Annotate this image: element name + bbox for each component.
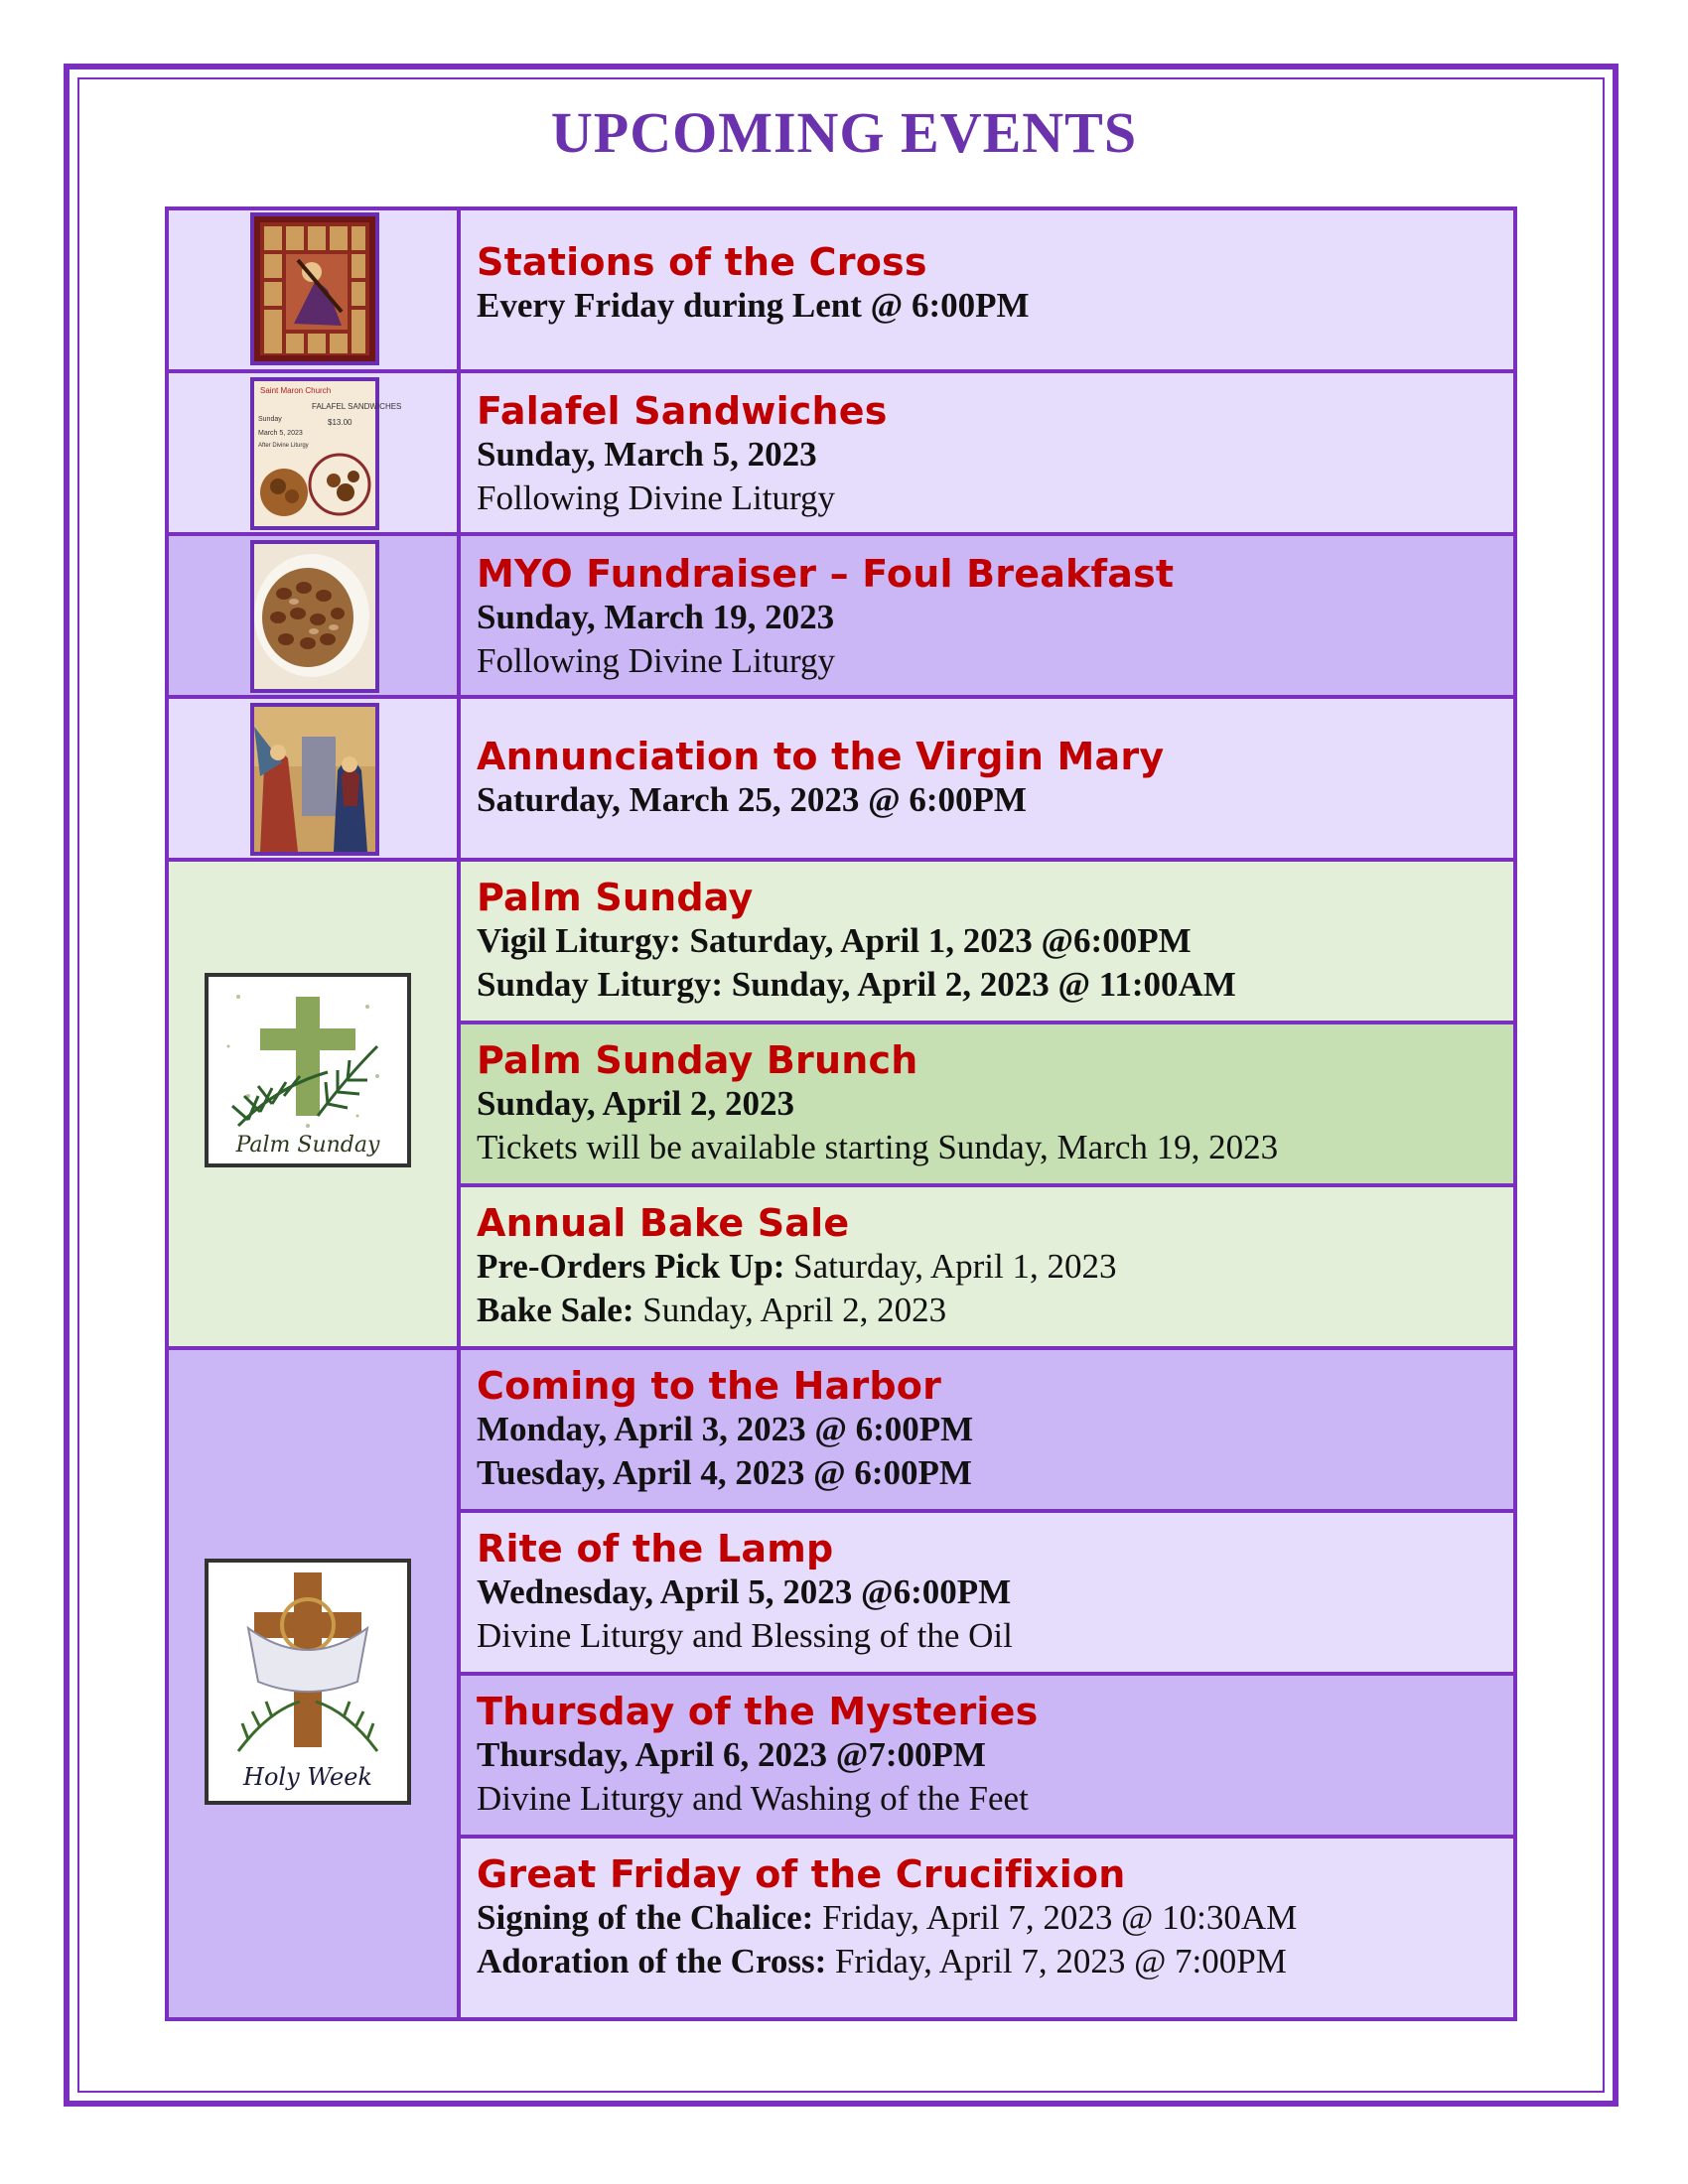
holy-week-caption: Holy Week — [243, 1763, 372, 1791]
palm-sunday-image — [205, 973, 411, 1167]
foul-breakfast-image — [250, 540, 379, 693]
event-title: Annual Bake Sale — [477, 1201, 850, 1245]
event-detail: Following Divine Liturgy — [477, 478, 836, 517]
event-detail: Thursday, April 6, 2023 @7:00PM — [477, 1735, 986, 1774]
event-title: MYO Fundraiser – Foul Breakfast — [477, 552, 1175, 596]
event-title: Falafel Sandwiches — [477, 389, 888, 433]
event-row — [457, 1346, 1517, 1513]
event-detail: Sunday, April 2, 2023 — [477, 1084, 794, 1123]
detail-value: Friday, April 7, 2023 @ 10:30AM — [813, 1898, 1298, 1937]
event-detail: Saturday, March 25, 2023 @ 6:00PM — [477, 780, 1027, 819]
holy-week-image — [205, 1559, 411, 1805]
flyer-day: Sunday — [258, 416, 282, 423]
events-table — [165, 206, 1517, 2021]
annunciation-graphic — [254, 707, 375, 852]
event-title: Great Friday of the Crucifixion — [477, 1852, 1126, 1896]
event-title: Stations of the Cross — [477, 240, 927, 284]
event-title: Palm Sunday — [477, 876, 754, 919]
falafel-flyer-image — [250, 377, 402, 530]
detail-label: Bake Sale: — [477, 1291, 634, 1329]
flyer-heading: FALAFEL SANDWICHES — [312, 402, 402, 411]
event-detail: Divine Liturgy and Washing of the Feet — [477, 1779, 1029, 1818]
event-detail: Wednesday, April 5, 2023 @6:00PM — [477, 1572, 1012, 1611]
detail-label: Adoration of the Cross: — [477, 1942, 827, 1980]
icon-grid-image — [254, 216, 375, 361]
event-title: Annunciation to the Virgin Mary — [477, 735, 1165, 778]
event-detail — [477, 1289, 1513, 1332]
holy-week-graphic — [209, 1563, 407, 1801]
detail-label: Pre-Orders Pick Up: — [477, 1247, 785, 1286]
event-row — [457, 858, 1517, 1024]
event-detail: Sunday Liturgy: Sunday, April 2, 2023 @ 11:00AM — [477, 965, 1236, 1004]
event-detail — [477, 1245, 1513, 1289]
event-detail — [477, 1896, 1513, 1940]
event-row — [457, 369, 1517, 536]
palm-sunday-caption: Palm Sunday — [235, 1133, 380, 1158]
flyer-note: After Divine Liturgy — [258, 443, 309, 449]
event-row — [457, 532, 1517, 699]
detail-label: Signing of the Chalice: — [477, 1898, 814, 1937]
event-detail: Divine Liturgy and Blessing of the Oil — [477, 1616, 1013, 1655]
detail-value: Sunday, April 2, 2023 — [633, 1291, 947, 1329]
stations-of-the-cross-image — [250, 212, 379, 365]
event-detail: Following Divine Liturgy — [477, 641, 836, 680]
detail-value: Friday, April 7, 2023 @ 7:00PM — [826, 1942, 1287, 1980]
event-row — [457, 1835, 1517, 2021]
event-detail: Tuesday, April 4, 2023 @ 6:00PM — [477, 1453, 972, 1492]
annunciation-icon-image — [250, 703, 379, 856]
flyer-date: March 5, 2023 — [258, 430, 303, 437]
page-title: UPCOMING EVENTS — [550, 100, 1138, 165]
event-row — [457, 206, 1517, 373]
event-title: Rite of the Lamp — [477, 1527, 834, 1570]
event-title: Palm Sunday Brunch — [477, 1038, 918, 1082]
event-detail: Sunday, March 19, 2023 — [477, 598, 835, 636]
event-row — [457, 1021, 1517, 1187]
event-detail: Monday, April 3, 2023 @ 6:00PM — [477, 1410, 974, 1448]
falafel-flyer-graphic — [254, 381, 402, 526]
event-row — [457, 1672, 1517, 1839]
event-detail: Vigil Liturgy: Saturday, April 1, 2023 @6:00PM — [477, 921, 1192, 960]
flyer-church: Saint Maron Church — [260, 386, 332, 395]
event-row — [457, 1509, 1517, 1676]
flyer-price: $13.00 — [328, 418, 352, 427]
detail-value: Saturday, April 1, 2023 — [784, 1247, 1117, 1286]
event-detail — [477, 1940, 1513, 1983]
event-row — [457, 695, 1517, 862]
bean-bowl-graphic — [254, 544, 375, 689]
event-detail: Sunday, March 5, 2023 — [477, 435, 817, 474]
event-title: Thursday of the Mysteries — [477, 1690, 1039, 1733]
event-row — [457, 1183, 1517, 1350]
event-title: Coming to the Harbor — [477, 1364, 942, 1408]
event-detail: Tickets will be available starting Sunday, March 19, 2023 — [477, 1128, 1279, 1166]
palm-cross-graphic — [209, 977, 407, 1163]
event-detail: Every Friday during Lent @ 6:00PM — [477, 286, 1030, 325]
